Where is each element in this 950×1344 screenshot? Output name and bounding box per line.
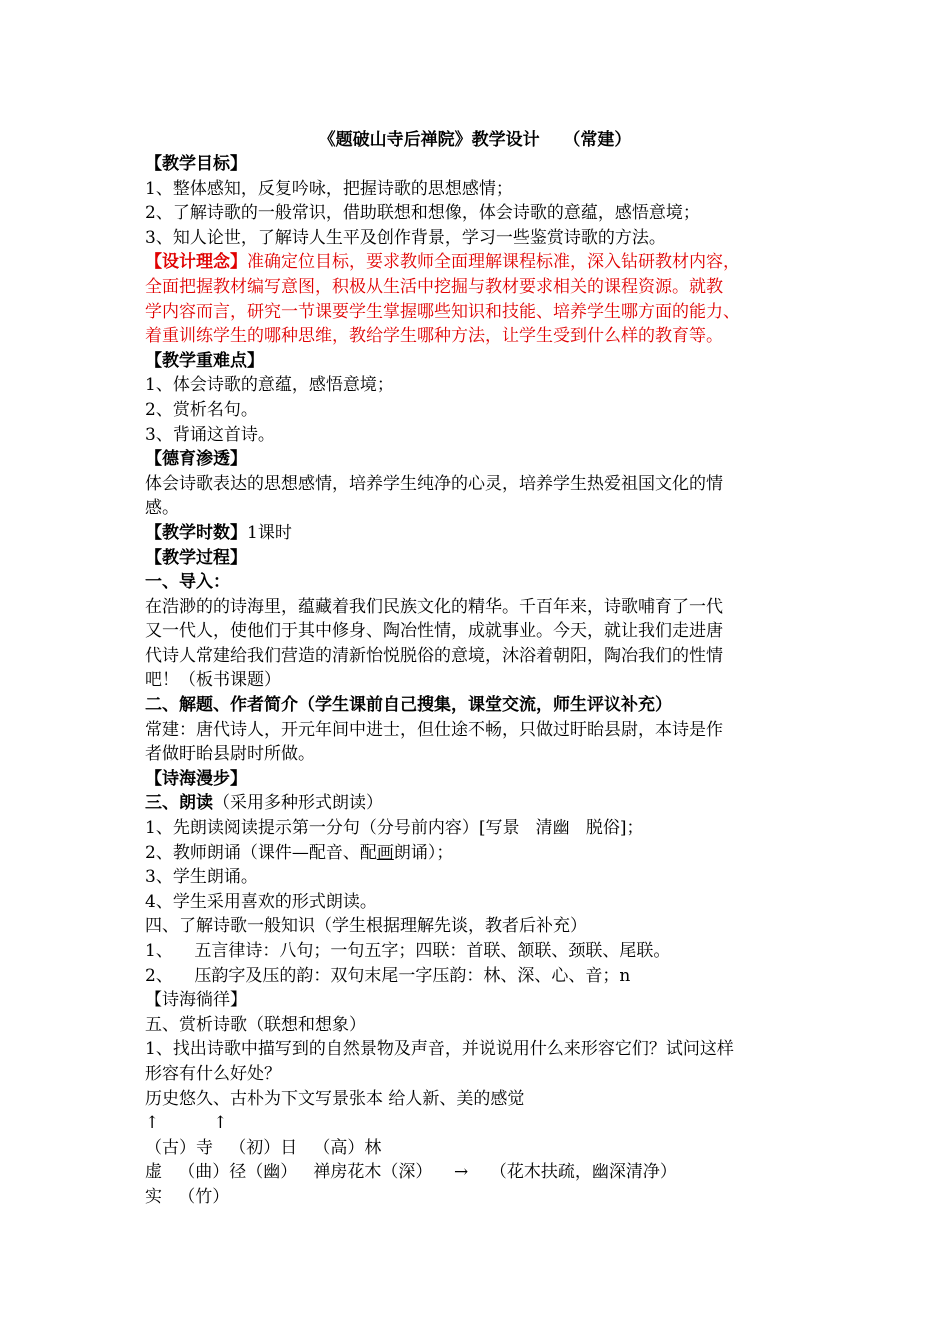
arrow-line: ↑ ↑ <box>145 1113 228 1134</box>
author-line: 常建：唐代诗人，开元年间中进士，但仕途不畅，只做过盱眙县尉，本诗是作 <box>145 719 723 740</box>
key-point-item: 2、赏析名句。 <box>145 399 258 420</box>
reading-item-part: 2、教师朗诵（课件—配音、配 <box>145 842 377 863</box>
design-concept-line <box>145 250 820 275</box>
hours-heading: 【教学时数】 <box>145 522 247 543</box>
reading-heading-rest: （采用多种形式朗读） <box>213 793 383 814</box>
moral-heading: 【德育渗透】 <box>145 449 247 470</box>
reading-heading <box>145 791 820 816</box>
document-title: 《题破山寺后禅院》教学设计 （常建） <box>318 130 632 150</box>
reading-item: 3、学生朗诵。 <box>145 867 258 888</box>
knowledge-item: 1、 五言律诗：八句；一句五字；四联：首联、颔联、颈联、尾联。 <box>145 941 671 961</box>
moral-line: 体会诗歌表达的思想感情，培养学生纯净的心灵，培养学生热爱祖国文化的情 <box>145 473 723 494</box>
key-point-item: 3、背诵这首诗。 <box>145 424 275 445</box>
appreciate-heading: 五、赏析诗歌（联想和想象） <box>145 1014 366 1035</box>
key-points-heading: 【教学重难点】 <box>145 350 264 371</box>
reading-item <box>145 841 820 866</box>
appreciate-line: 虚 （曲）径（幽） 禅房花木（深） → （花木扶疏，幽深清净） <box>145 1162 677 1183</box>
goal-item: 3、知人论世，了解诗人生平及创作背景，学习一些鉴赏诗歌的方法。 <box>145 227 666 248</box>
author-line: 者做盱眙县尉时所做。 <box>145 744 315 765</box>
reading-item: 1、先朗读阅读提示第一分句（分号前内容）[写景 清幽 脱俗]； <box>145 818 644 839</box>
appreciate-line: 形容有什么好处？ <box>145 1063 281 1084</box>
reading-item: 4、学生采用喜欢的形式朗读。 <box>145 891 377 912</box>
stroll-heading: 【诗海漫步】 <box>145 768 247 789</box>
design-concept-line: 学内容而言，研究一节课要学生掌握哪些知识和技能、培养学生哪方面的能力、 <box>145 301 740 322</box>
linger-heading: 【诗海徜徉】 <box>145 990 247 1011</box>
reading-item-part: 朗诵）； <box>393 842 454 863</box>
appreciate-line: 1、找出诗歌中描写到的自然景物及声音，并说说用什么来形容它们？试问这样 <box>145 1039 734 1060</box>
intro-line: 在浩渺的的诗海里，蕴藏着我们民族文化的精华。千百年来，诗歌哺育了一代 <box>145 596 723 617</box>
appreciate-line: 历史悠久、古朴为下文写景张本 给人新、美的感觉 <box>145 1088 525 1109</box>
hours-value: 1课时 <box>247 522 292 543</box>
teaching-hours-line <box>145 521 820 546</box>
moral-line: 感。 <box>145 498 179 519</box>
reading-item-underlined: 画 <box>376 842 394 863</box>
intro-line: 代诗人常建给我们营造的清新怡悦脱俗的意境，沐浴着朝阳，陶冶我们的性情 <box>145 645 723 666</box>
knowledge-heading: 四、了解诗歌一般知识（学生根据理解先谈，教者后补充） <box>145 916 587 937</box>
intro-heading: 一、导入： <box>145 572 230 593</box>
appreciate-line: （古）寺 （初）日 （高）林 <box>145 1137 382 1158</box>
intro-line: 吧！（板书课题） <box>145 670 281 691</box>
knowledge-item: 2、 压韵字及压的韵：双句末尾一字压韵：林、深、心、音；n <box>145 965 631 986</box>
design-heading: 【设计理念】 <box>145 252 247 273</box>
goals-heading: 【教学目标】 <box>145 154 247 174</box>
design-concept-line: 着重训练学生的哪种思维，教给学生哪种方法，让学生受到什么样的教育等。 <box>145 326 723 347</box>
goal-item: 1、整体感知，反复吟咏，把握诗歌的思想感情； <box>145 178 513 199</box>
key-point-item: 1、体会诗歌的意蕴，感悟意境； <box>145 375 394 396</box>
appreciate-line: 实 （竹） <box>145 1186 230 1207</box>
intro-line: 又一代人，使他们于其中修身、陶冶性情，成就事业。今天，就让我们走进唐 <box>145 621 723 642</box>
reading-heading-bold: 三、朗读 <box>145 793 213 814</box>
process-heading: 【教学过程】 <box>145 547 247 568</box>
design-concept-line: 全面把握教材编写意图，积极从生活中挖掘与教材要求相关的课程资源。就教 <box>145 276 723 297</box>
design-text: 准确定位目标，要求教师全面理解课程标准，深入钻研教材内容， <box>247 252 740 273</box>
author-heading: 二、解题、作者简介（学生课前自己搜集，课堂交流，师生评议补充） <box>145 695 672 716</box>
document-body <box>145 152 820 1210</box>
goal-item: 2、了解诗歌的一般常识，借助联想和想像，体会诗歌的意蕴，感悟意境； <box>145 203 700 224</box>
